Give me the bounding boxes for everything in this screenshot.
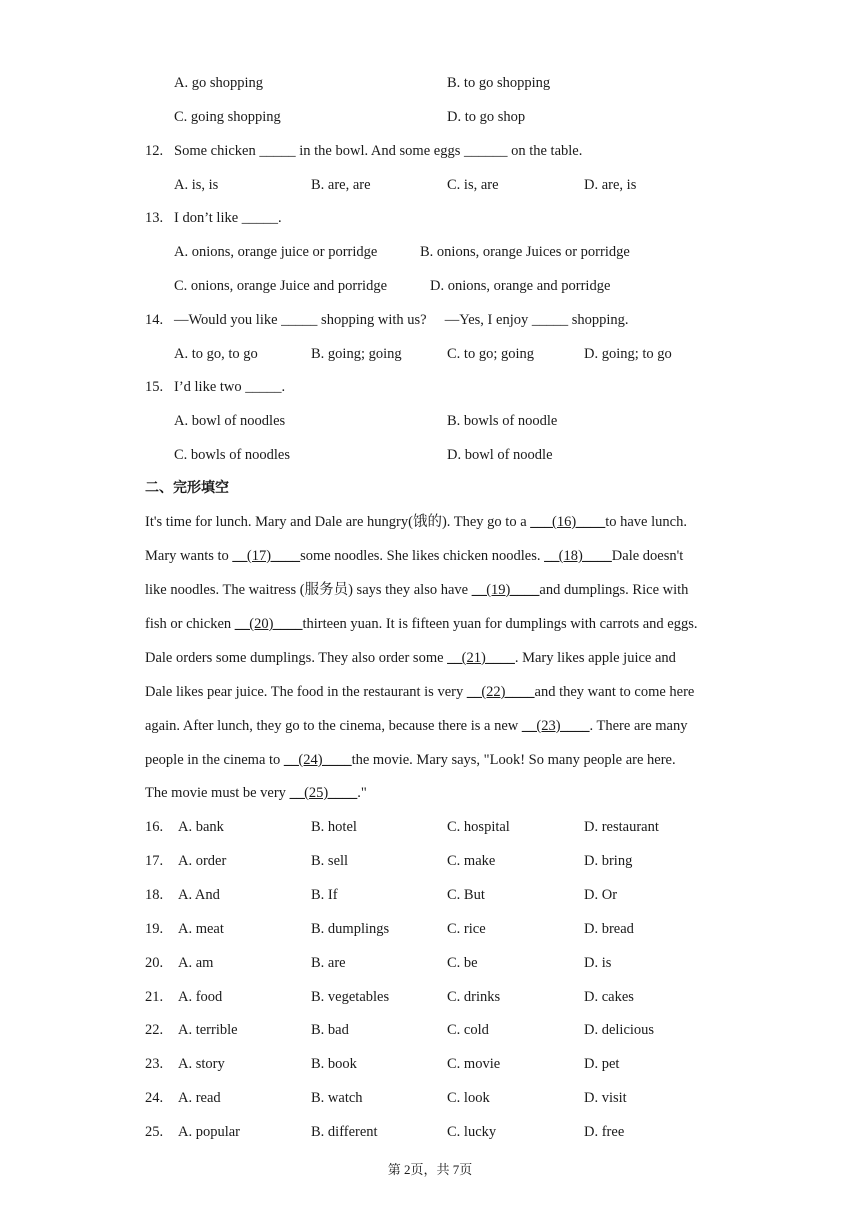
cloze-question-number: 20. bbox=[145, 955, 164, 971]
passage-text: Dale orders some dumplings. They also order some bbox=[145, 650, 448, 666]
cloze-option-b: B. sell bbox=[311, 853, 349, 869]
cloze-option-a: A. And bbox=[178, 887, 220, 903]
cloze-option-a: A. bank bbox=[178, 819, 224, 835]
q13-text: I don’t like _____. bbox=[174, 210, 282, 226]
q11-option-c: C. going shopping bbox=[174, 109, 281, 125]
cloze-option-b: B. hotel bbox=[311, 819, 357, 835]
q12-option-d: D. are, is bbox=[584, 177, 637, 193]
cloze-option-d: D. free bbox=[584, 1124, 625, 1140]
cloze-option-b: B. bad bbox=[311, 1022, 349, 1038]
passage-text: Mary wants to bbox=[145, 548, 233, 564]
cloze-question-number: 24. bbox=[145, 1090, 164, 1106]
cloze-option-c: C. movie bbox=[447, 1056, 501, 1072]
q15-option-c: C. bowls of noodles bbox=[174, 447, 290, 463]
cloze-option-d: D. visit bbox=[584, 1090, 627, 1106]
q13-option-b: B. onions, orange Juices or porridge bbox=[420, 244, 630, 260]
cloze-question-number: 22. bbox=[145, 1022, 164, 1038]
cloze-option-c: C. be bbox=[447, 955, 478, 971]
passage-text: . There are many bbox=[589, 718, 688, 734]
q12-option-b: B. are, are bbox=[311, 177, 371, 193]
cloze-option-b: B. watch bbox=[311, 1090, 363, 1106]
q13-number: 13. bbox=[145, 210, 164, 226]
blank-25: __(25)____ bbox=[289, 785, 358, 801]
cloze-question-number: 18. bbox=[145, 887, 164, 903]
blank-22: __(22)____ bbox=[466, 684, 535, 700]
passage-line-7 bbox=[145, 716, 688, 736]
cloze-question-number: 23. bbox=[145, 1056, 164, 1072]
q14-text: —Would you like _____ shopping with us? —Yes, I enjoy _____ shopping. bbox=[174, 312, 629, 328]
passage-text: again. After lunch, they go to the cinema, because there is a new bbox=[145, 718, 522, 734]
cloze-option-a: A. terrible bbox=[178, 1022, 238, 1038]
q11-option-a: A. go shopping bbox=[174, 75, 264, 91]
passage-line-5 bbox=[145, 648, 676, 668]
passage-text: . Mary likes apple juice and bbox=[514, 650, 676, 666]
passage-text: some noodles. She likes chicken noodles. bbox=[300, 548, 545, 564]
cloze-option-d: D. bring bbox=[584, 853, 633, 869]
cloze-option-b: B. If bbox=[311, 887, 338, 903]
passage-text: people in the cinema to bbox=[145, 752, 284, 768]
cloze-question-number: 25. bbox=[145, 1124, 164, 1140]
q15-option-d: D. bowl of noodle bbox=[447, 447, 553, 463]
cloze-option-c: C. lucky bbox=[447, 1124, 497, 1140]
cloze-option-d: D. is bbox=[584, 955, 612, 971]
q15-text: I’d like two _____. bbox=[174, 379, 286, 395]
passage-line-2 bbox=[145, 546, 683, 566]
cloze-option-d: D. restaurant bbox=[584, 819, 659, 835]
passage-text: Dale doesn't bbox=[611, 548, 684, 564]
passage-text: the movie. Mary says, "Look! So many people are here. bbox=[351, 752, 676, 768]
cloze-option-c: C. cold bbox=[447, 1022, 489, 1038]
passage-line-1 bbox=[145, 512, 687, 532]
cloze-option-d: D. pet bbox=[584, 1056, 620, 1072]
cloze-option-c: C. hospital bbox=[447, 819, 510, 835]
blank-24: __(24)____ bbox=[283, 752, 352, 768]
cloze-option-a: A. meat bbox=[178, 921, 224, 937]
cloze-question-number: 19. bbox=[145, 921, 164, 937]
blank-20: __(20)____ bbox=[234, 616, 303, 632]
cloze-option-c: C. rice bbox=[447, 921, 486, 937]
cloze-option-c: C. But bbox=[447, 887, 485, 903]
q12-text: Some chicken _____ in the bowl. And some eggs ______ on the table. bbox=[174, 143, 583, 159]
passage-line-4 bbox=[145, 614, 698, 634]
q15-option-a: A. bowl of noodles bbox=[174, 413, 286, 429]
q12-option-a: A. is, is bbox=[174, 177, 219, 193]
blank-23: __(23)____ bbox=[521, 718, 590, 734]
passage-text: fish or chicken bbox=[145, 616, 235, 632]
cloze-question-number: 17. bbox=[145, 853, 164, 869]
cloze-option-a: A. order bbox=[178, 853, 227, 869]
blank-18: __(18)____ bbox=[544, 548, 612, 564]
cloze-option-c: C. make bbox=[447, 853, 496, 869]
cloze-question-number: 21. bbox=[145, 989, 164, 1005]
q11-option-b: B. to go shopping bbox=[447, 75, 551, 91]
q14-option-b: B. going; going bbox=[311, 346, 402, 362]
passage-text: like noodles. The waitress (服务员) says they also have bbox=[145, 582, 472, 598]
passage-line-6 bbox=[145, 682, 694, 702]
passage-text: to have lunch. bbox=[605, 514, 687, 530]
section-heading-cloze: 二、完形填空 bbox=[145, 480, 229, 496]
cloze-option-d: D. bread bbox=[584, 921, 634, 937]
cloze-option-b: B. vegetables bbox=[311, 989, 390, 1005]
cloze-option-b: B. dumplings bbox=[311, 921, 390, 937]
cloze-option-a: A. story bbox=[178, 1056, 225, 1072]
cloze-option-c: C. look bbox=[447, 1090, 490, 1106]
cloze-option-a: A. am bbox=[178, 955, 214, 971]
q15-number: 15. bbox=[145, 379, 164, 395]
passage-line-8 bbox=[145, 750, 676, 770]
q12-number: 12. bbox=[145, 143, 164, 159]
passage-text: Dale likes pear juice. The food in the restaurant is very bbox=[145, 684, 467, 700]
passage-text: It's time for lunch. Mary and Dale are hungry(饿的). They go to a bbox=[145, 514, 531, 530]
q11-option-d: D. to go shop bbox=[447, 109, 526, 125]
q12-option-c: C. is, are bbox=[447, 177, 499, 193]
passage-line-9 bbox=[145, 783, 367, 803]
passage-text: and they want to come here bbox=[534, 684, 695, 700]
cloze-option-b: B. are bbox=[311, 955, 346, 971]
passage-text: The movie must be very bbox=[145, 785, 290, 801]
cloze-option-b: B. book bbox=[311, 1056, 357, 1072]
passage-text: thirteen yuan. It is fifteen yuan for dumplings with carrots and eggs. bbox=[302, 616, 698, 632]
cloze-option-b: B. different bbox=[311, 1124, 378, 1140]
cloze-option-d: D. delicious bbox=[584, 1022, 655, 1038]
blank-19: __(19)____ bbox=[471, 582, 540, 598]
q13-option-d: D. onions, orange and porridge bbox=[430, 278, 611, 294]
blank-21: __(21)____ bbox=[447, 650, 515, 666]
passage-text: and dumplings. Rice with bbox=[539, 582, 689, 598]
passage-line-3 bbox=[145, 580, 688, 600]
q14-option-d: D. going; to go bbox=[584, 346, 672, 362]
cloze-option-d: D. Or bbox=[584, 887, 618, 903]
q14-option-a: A. to go, to go bbox=[174, 346, 258, 362]
cloze-question-number: 16. bbox=[145, 819, 164, 835]
blank-17: __(17)____ bbox=[232, 548, 301, 564]
blank-16: ___(16)____ bbox=[530, 514, 606, 530]
cloze-option-a: A. popular bbox=[178, 1124, 241, 1140]
passage-text: ." bbox=[357, 785, 367, 801]
cloze-option-d: D. cakes bbox=[584, 989, 634, 1005]
page-footer: 第 2页，共 7页 bbox=[387, 1162, 473, 1177]
cloze-option-a: A. food bbox=[178, 989, 223, 1005]
q13-option-c: C. onions, orange Juice and porridge bbox=[174, 278, 388, 294]
q14-option-c: C. to go; going bbox=[447, 346, 535, 362]
q14-number: 14. bbox=[145, 312, 164, 328]
cloze-option-c: C. drinks bbox=[447, 989, 501, 1005]
q15-option-b: B. bowls of noodle bbox=[447, 413, 558, 429]
q13-option-a: A. onions, orange juice or porridge bbox=[174, 244, 378, 260]
cloze-option-a: A. read bbox=[178, 1090, 221, 1106]
